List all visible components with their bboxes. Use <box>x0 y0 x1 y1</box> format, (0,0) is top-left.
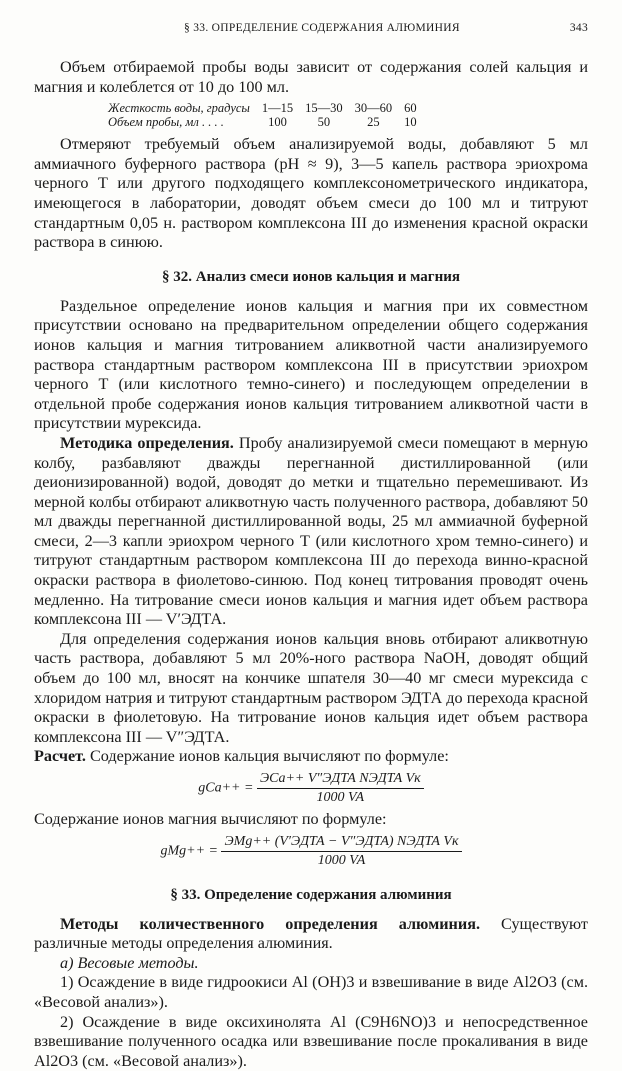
formula-numerator: ЭCa++ V″ЭДТА NЭДТА Vк <box>257 771 424 789</box>
calculation-lead: Расчет. <box>34 747 86 766</box>
aluminium-lead: Методы количественного определения алюминия. <box>60 914 481 933</box>
table-cell: 30—60 <box>354 101 393 116</box>
table-cell: 10 <box>404 115 417 130</box>
formula-denominator: 1000 VA <box>317 852 366 868</box>
table-label: Объем пробы, мл . . . . <box>108 115 224 130</box>
paragraph-hydroxide: 1) Осаждение в виде гидроокиси Al (OH)3 и взвешивание в виде Al2O3 (см. «Весовой анализ»). <box>34 973 588 1011</box>
paragraph-titration: Отмеряют требуемый объем анализируемой воды, добавляют 5 мл аммиачного буферного раствора (pH ≈ 9), 3—5 капель раствора эриохрома черного Т или другого подходящего комплексонометрического индикатора, имеющегося в лаборатории, доводят объем смеси до 100 мл и титруют стандартным 0,05 н. раствором комплексона III до изменения красной окраски раствора в синюю. <box>34 135 588 252</box>
section-32-title: § 32. Анализ смеси ионов кальция и магния <box>162 268 460 285</box>
table-row <box>108 101 423 115</box>
paragraph-aluminium-methods <box>34 915 588 954</box>
paragraph-gravimetric: а) Весовые методы. <box>60 953 199 972</box>
formula-fraction <box>257 771 424 806</box>
formula-numerator: ЭMg++ (V′ЭДТА − V″ЭДТА) NЭДТА Vк <box>221 834 461 852</box>
formula-fraction <box>221 834 461 869</box>
method-lead: Методика определения. <box>60 433 234 452</box>
paragraph-magnesium: Содержание ионов магния вычисляют по формуле: <box>34 810 387 828</box>
paragraph-sample-volume: Объем отбираемой пробы воды зависит от содержания солей кальция и магния и колеблется от 10 до 100 мл. <box>34 58 588 96</box>
section-33-title: § 33. Определение содержания алюминия <box>170 886 452 903</box>
paragraph-calcium: Для определения содержания ионов кальция вновь отбирают аликвотную часть раствора, добавляют 5 мл 20%-ного раствора NaOH, доводят общий объем до 100 мл, вносят на кончике шпателя 30—40 мг смеси мурексида с хлоридом натрия и титруют стандартным раствором ЭДТА до перехода красной окраски в фиолетовую. На титрование ионов кальция идет объем раствора комплексона III — V″ЭДТА. <box>34 629 588 746</box>
paragraph-oxyquinolate: 2) Осаждение в виде оксихинолята Al (C9H6NO)3 и непосредственное взвешивание полученного осадка или взвешивание после прокаливания в виде Al2O3 (см. «Весовой анализ»). <box>34 1012 588 1070</box>
table-row <box>108 115 423 129</box>
table-cell: 25 <box>367 115 380 130</box>
formula-magnesium <box>34 834 588 869</box>
formula-denominator: 1000 VA <box>316 790 365 805</box>
paragraph-calculation <box>34 747 588 767</box>
calculation-text: Содержание ионов кальция вычисляют по формуле: <box>85 747 449 766</box>
page <box>34 22 588 1071</box>
table-cell: 15—30 <box>305 101 343 116</box>
header-title: § 33. ОПРЕДЕЛЕНИЕ СОДЕРЖАНИЯ АЛЮМИНИЯ <box>184 22 460 34</box>
table-cell: 1—15 <box>261 101 294 116</box>
table-cell: 100 <box>268 115 287 130</box>
table-cell: 60 <box>404 101 417 116</box>
formula-calcium <box>34 771 588 806</box>
aluminium-text: Существуют различные методы определения алюминия. <box>34 914 588 953</box>
method-text: Пробу анализируемой смеси помещают в мерную колбу, разбавляют дважды перегнанной дистиллированной (или деионизированной) водой, доводят до метки и тщательно перемешивают. Из мерной колбы отбирают аликвотную часть полученного раствора, добавляют 50 мл дважды перегнанной дистиллированной воды, 25 мл аммиачной буферной смеси, 2—3 капли эриохром черного Т (или кислотного хром темно-синего) и титруют стандартным раствором комплексона III до перехода винно-красной окраски раствора в фиолетово-синюю. Под конец титрования проводят очень медленно. На титрование смеси ионов кальция и магния идет объем раствора комплексона III — V′ЭДТА. <box>34 433 588 629</box>
table-label: Жесткость воды, градусы <box>108 101 250 116</box>
table-cell: 50 <box>317 115 331 130</box>
page-number: 343 <box>569 22 588 34</box>
hardness-table <box>108 101 423 129</box>
paragraph-separate-determination: Раздельное определение ионов кальция и магния при их совместном присутствии основано на предварительном определении общего содержания ионов кальция и магния титрованием аликвотной части анализируемого раствора стандартным раствором комплексона III в присутствии эриохром черного Т (или кислотного темно-синего) и последующем определении в отдельной пробе содержания ионов кальция титрованием аликвотной части в присутствии мурексида. <box>34 296 588 433</box>
paragraph-method <box>34 434 588 630</box>
formula-lhs: gMg++ = <box>160 843 218 859</box>
running-header <box>34 22 588 44</box>
formula-lhs: gCa++ = <box>198 780 254 796</box>
